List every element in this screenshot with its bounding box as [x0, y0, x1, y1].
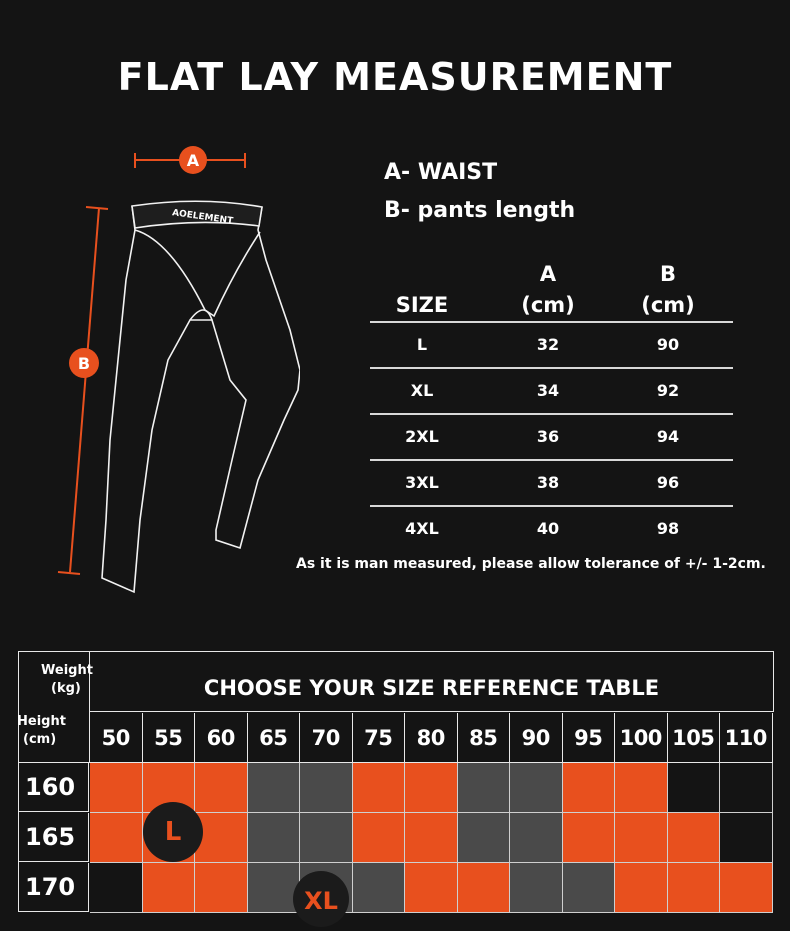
grid-cell [720, 763, 773, 813]
length-cell: 92 [656, 381, 680, 400]
grid-cell [458, 763, 511, 813]
grid-cell [195, 813, 248, 863]
height-label: Height (cm) [17, 714, 66, 747]
weight-header: 90 [510, 713, 563, 763]
height-header: 165 [19, 813, 89, 862]
weight-header: 70 [300, 713, 353, 763]
size-table-header [370, 255, 733, 323]
pants-diagram [0, 140, 300, 600]
grid-cell [405, 813, 458, 863]
legend-pants-length: B- pants length [384, 198, 576, 223]
weight-header: 55 [143, 713, 196, 763]
grid-cell [353, 863, 406, 913]
badge-b-label: B [77, 354, 91, 373]
table-row [370, 507, 733, 551]
weight-header: 105 [668, 713, 721, 763]
header-b-letter: B [659, 262, 676, 286]
size-badge-xl: XL [293, 871, 349, 927]
header-b-unit: (cm) [641, 293, 695, 317]
grid-cell [353, 763, 406, 813]
grid-cell [90, 763, 143, 813]
grid-cell [510, 813, 563, 863]
weight-header: 100 [615, 713, 668, 763]
waistband-brand: AOELEMENT [171, 208, 234, 227]
table-row [370, 415, 733, 461]
length-cell: 98 [656, 519, 680, 538]
size-cell: 2XL [405, 427, 439, 446]
grid-cell [563, 763, 616, 813]
waist-cell: 40 [536, 519, 560, 538]
legend-waist: A- WAIST [384, 160, 498, 185]
length-cell: 90 [656, 335, 680, 354]
height-header: 170 [19, 863, 89, 912]
length-cell: 96 [656, 473, 680, 492]
length-dimension-arrow [58, 207, 108, 574]
grid-cell [195, 863, 248, 913]
weight-header: 110 [720, 713, 773, 763]
size-table [370, 255, 733, 551]
size-cell: 4XL [405, 519, 439, 538]
header-a [488, 259, 608, 321]
grid-cell [563, 863, 616, 913]
grid-cell [668, 813, 721, 863]
reference-table-title: CHOOSE YOUR SIZE REFERENCE TABLE [90, 652, 774, 712]
table-row [370, 323, 733, 369]
size-cell: 3XL [405, 473, 439, 492]
header-a-letter: A [539, 262, 557, 286]
grid-cell [615, 763, 668, 813]
weight-header: 65 [248, 713, 301, 763]
grid-cell [720, 813, 773, 863]
size-cell: L [416, 335, 428, 354]
length-cell: 94 [656, 427, 680, 446]
header-size: SIZE [395, 293, 449, 317]
weight-header: 85 [458, 713, 511, 763]
grid-cell [90, 863, 143, 913]
size-reference-grid [17, 651, 774, 915]
waist-cell: 32 [536, 335, 560, 354]
grid-cell [90, 813, 143, 863]
weight-header: 50 [90, 713, 143, 763]
grid-cell [720, 863, 773, 913]
weight-header: 75 [353, 713, 406, 763]
grid-cell [405, 863, 458, 913]
header-b [608, 259, 728, 321]
grid-cell [248, 813, 301, 863]
waist-cell: 34 [536, 381, 560, 400]
grid-cell [405, 763, 458, 813]
grid-cell [353, 813, 406, 863]
header-a-unit: (cm) [521, 293, 575, 317]
table-row [370, 369, 733, 415]
pants-outline [102, 201, 300, 592]
page-title: FLAT LAY MEASUREMENT [117, 55, 673, 99]
weight-header: 80 [405, 713, 458, 763]
grid-cell [668, 863, 721, 913]
weight-label: Weight (kg) [41, 663, 93, 696]
grid-cell [668, 763, 721, 813]
grid-cell [563, 813, 616, 863]
tolerance-note: As it is man measured, please allow tolerance of +/- 1-2cm. [296, 556, 766, 572]
badge-a-label: A [186, 151, 200, 170]
grid-cell [510, 763, 563, 813]
weight-header: 95 [563, 713, 616, 763]
waist-cell: 36 [536, 427, 560, 446]
grid-cell [143, 863, 196, 913]
waist-cell: 38 [536, 473, 560, 492]
grid-cell [195, 763, 248, 813]
grid-cell [458, 813, 511, 863]
size-cell: XL [410, 381, 434, 400]
grid-cell [615, 813, 668, 863]
height-header: 160 [19, 763, 89, 812]
grid-cell [248, 863, 301, 913]
table-row [370, 461, 733, 507]
grid-cell [510, 863, 563, 913]
size-badge-l: L [143, 802, 203, 862]
grid-cell [300, 763, 353, 813]
grid-cell [300, 813, 353, 863]
grid-cell [615, 863, 668, 913]
grid-cell [248, 763, 301, 813]
grid-corner [17, 652, 93, 763]
grid-cell [458, 863, 511, 913]
weight-header: 60 [195, 713, 248, 763]
